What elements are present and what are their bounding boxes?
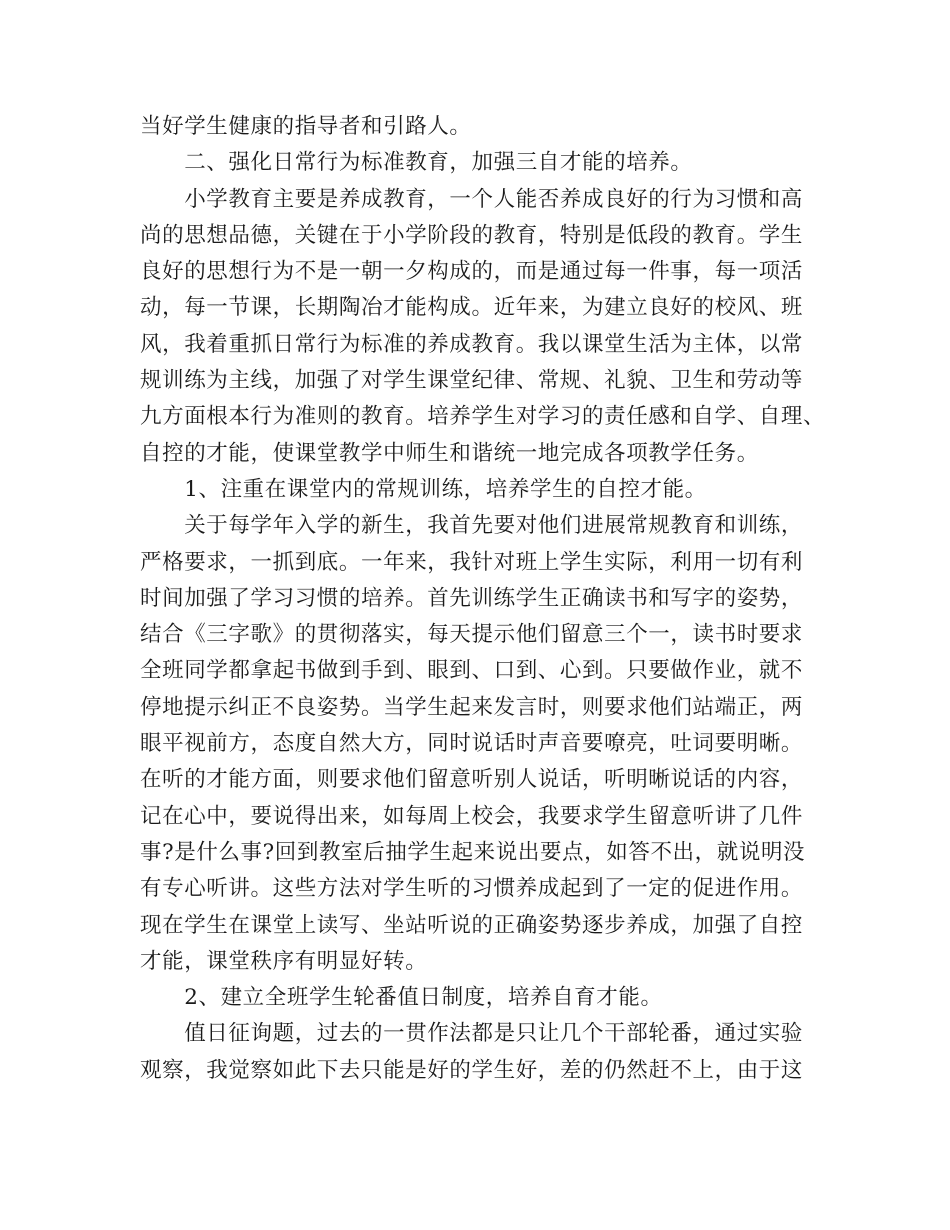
text-line: 小学教育主要是养成教育，一个人能否养成良好的行为习惯和高 <box>140 186 804 212</box>
text-line: 在听的才能方面，则要求他们留意听别人说话，听明晰说话的内容， <box>140 767 804 793</box>
text-line: 关于每学年入学的新生，我首先要对他们进展常规教育和训练， <box>140 513 804 539</box>
text-line: 当好学生健康的指导者和引路人。 <box>140 114 472 139</box>
text-line: 停地提示纠正不良姿势。当学生起来发言时，则要求他们站端正，两 <box>140 694 804 720</box>
text-line: 规训练为主线，加强了对学生课堂纪律、常规、礼貌、卫生和劳动等 <box>140 368 804 394</box>
text-line: 良好的思想行为不是一朝一夕构成的，而是通过每一件事，每一项活 <box>140 259 804 285</box>
text-line: 风，我着重抓日常行为标准的养成教育。我以课堂生活为主体，以常 <box>140 331 804 357</box>
body-text <box>140 109 840 1089</box>
subsection-heading: 2、建立全班学生轮番值日制度，培养自育才能。 <box>140 985 663 1011</box>
text-line: 动，每一节课，长期陶冶才能构成。近年来，为建立良好的校风、班 <box>140 295 804 321</box>
text-line: 结合《三字歌》的贯彻落实，每天提示他们留意三个一，读书时要求 <box>140 622 804 648</box>
text-line: 事?是什么事?回到教室后抽学生起来说出要点，如答不出，就说明没 <box>140 839 806 865</box>
subsection-heading: 1、注重在课堂内的常规训练，培养学生的自控才能。 <box>140 476 707 502</box>
text-line: 记在心中，要说得出来，如每周上校会，我要求学生留意听讲了几件 <box>140 803 804 829</box>
text-line: 严格要求，一抓到底。一年来，我针对班上学生实际，利用一切有利 <box>140 549 804 575</box>
text-line: 才能，课堂秩序有明显好转。 <box>140 948 428 974</box>
text-line: 现在学生在课堂上读写、坐站听说的正确姿势逐步养成，加强了自控 <box>140 912 804 938</box>
text-line: 全班同学都拿起书做到手到、眼到、口到、心到。只要做作业，就不 <box>140 658 804 684</box>
text-line: 值日征询题，过去的一贯作法都是只让几个干部轮番，通过实验 <box>140 1021 804 1047</box>
text-line: 眼平视前方，态度自然大方，同时说话时声音要嘹亮，吐词要明晰。 <box>140 731 804 757</box>
text-line: 九方面根本行为准则的教育。培养学生对学习的责任感和自学、自理、 <box>140 404 826 430</box>
text-line: 时间加强了学习习惯的培养。首先训练学生正确读书和写字的姿势， <box>140 585 804 611</box>
section-heading: 二、强化日常行为标准教育，加强三自才能的培养。 <box>140 150 693 176</box>
text-line: 有专心听讲。这些方法对学生听的习惯养成起到了一定的促进作用。 <box>140 876 804 902</box>
text-line: 尚的思想品德，关键在于小学阶段的教育，特别是低段的教育。学生 <box>140 222 804 248</box>
text-line: 自控的才能，使课堂教学中师生和谐统一地完成各项教学任务。 <box>140 440 759 466</box>
text-line: 观察，我觉察如此下去只能是好的学生好，差的仍然赶不上，由于这 <box>140 1057 804 1083</box>
